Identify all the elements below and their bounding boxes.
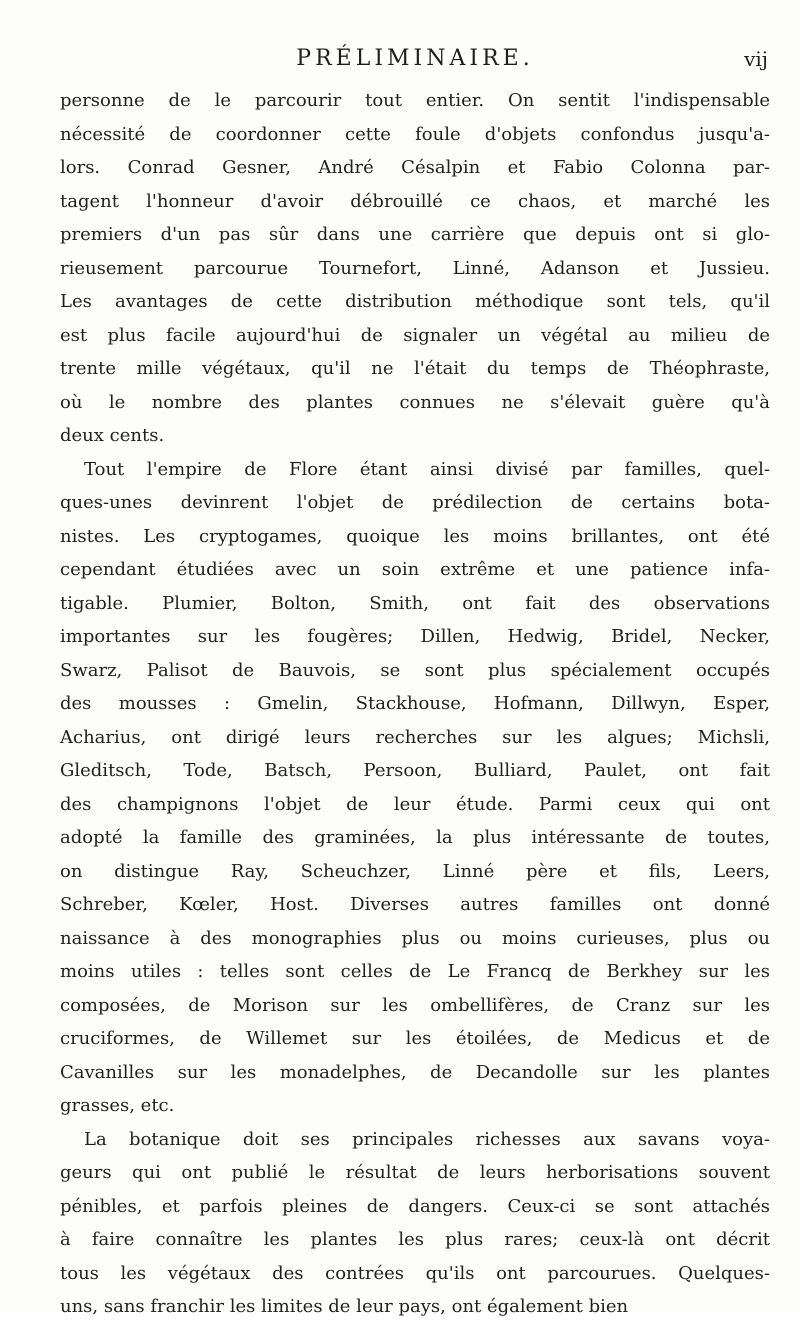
text-line: pénibles, et parfois pleines de dangers. Ceux-ci se sont attachés (60, 1195, 770, 1217)
text-line: premiers d'un pas sûr dans une carrière que depuis ont si glo- (60, 224, 770, 245)
text-line: tagent l'honneur d'avoir débrouillé ce chaos, et marché les (60, 190, 770, 212)
text-line: Gleditsch, Tode, Batsch, Persoon, Bulliard, Paulet, ont fait (60, 760, 770, 781)
paragraph (60, 453, 770, 1123)
text-line: grasses, etc. (60, 1095, 175, 1116)
text-line: composées, de Morison sur les ombellifères, de Cranz sur les (60, 994, 770, 1016)
text-line: Les avantages de cette distribution méthodique sont tels, qu'il (60, 291, 770, 312)
text-line: on distingue Ray, Scheuchzer, Linné père et fils, Leers, (60, 860, 770, 882)
text-line: importantes sur les fougères; Dillen, Hedwig, Bridel, Necker, (60, 626, 770, 647)
page-number: vij (744, 47, 768, 71)
text-line: trente mille végétaux, qu'il ne l'était du temps de Théophraste, (60, 358, 770, 379)
paragraph (60, 1123, 770, 1324)
text-line: uns, sans franchir les limites de leur pays, ont également bien (60, 1296, 629, 1317)
text-line: Swarz, Palisot de Bauvois, se sont plus spécialement occupés (60, 659, 770, 681)
text-line: est plus facile aujourd'hui de signaler un végétal au milieu de (60, 324, 770, 346)
text-line: deux cents. (60, 425, 165, 446)
text-line: nistes. Les cryptogames, quoique les moins brillantes, ont été (60, 525, 770, 547)
text-line: tigable. Plumier, Bolton, Smith, ont fait des observations (60, 592, 770, 614)
running-header (60, 38, 770, 78)
text-line: des mousses : Gmelin, Stackhouse, Hofmann, Dillwyn, Esper, (60, 693, 770, 714)
text-line: cruciformes, de Willemet sur les étoilées, de Medicus et de (60, 1028, 770, 1049)
text-line: rieusement parcourue Tournefort, Linné, Adanson et Jussieu. (60, 257, 770, 279)
text-line: nécessité de coordonner cette foule d'objets confondus jusqu'a- (60, 123, 770, 145)
text-line: La botanique doit ses principales richesses aux savans voya- (84, 1128, 770, 1150)
paragraph (60, 84, 770, 453)
text-line: lors. Conrad Gesner, André Césalpin et Fabio Colonna par- (60, 157, 770, 178)
text-line: naissance à des monographies plus ou moins curieuses, plus ou (60, 927, 770, 949)
text-line: personne de le parcourir tout entier. On sentit l'indispensable (60, 90, 770, 111)
text-line: adopté la famille des graminées, la plus intéressante de toutes, (60, 827, 770, 848)
text-line: Tout l'empire de Flore étant ainsi divisé par familles, quel- (84, 458, 770, 480)
running-title: PRÉLIMINAIRE. (296, 46, 534, 71)
body-text (60, 84, 770, 1324)
text-line: cependant étudiées avec un soin extrême et une patience infa- (60, 559, 770, 580)
text-line: tous les végétaux des contrées qu'ils ont parcourues. Quelques- (60, 1262, 770, 1284)
text-line: à faire connaître les plantes les plus rares; ceux-là ont décrit (60, 1229, 770, 1250)
text-line: Acharius, ont dirigé leurs recherches sur les algues; Michsli, (60, 726, 770, 748)
text-line: Schreber, Kœler, Host. Diverses autres familles ont donné (60, 894, 770, 915)
text-line: moins utiles : telles sont celles de Le Francq de Berkhey sur les (60, 961, 770, 982)
text-line: geurs qui ont publié le résultat de leurs herborisations souvent (60, 1162, 770, 1183)
text-line: Cavanilles sur les monadelphes, de Decandolle sur les plantes (60, 1061, 770, 1083)
text-line: où le nombre des plantes connues ne s'élevait guère qu'à (60, 391, 770, 413)
text-line: des champignons l'objet de leur étude. Parmi ceux qui ont (60, 793, 770, 815)
text-line: ques-unes devinrent l'objet de prédilection de certains bota- (60, 492, 770, 513)
